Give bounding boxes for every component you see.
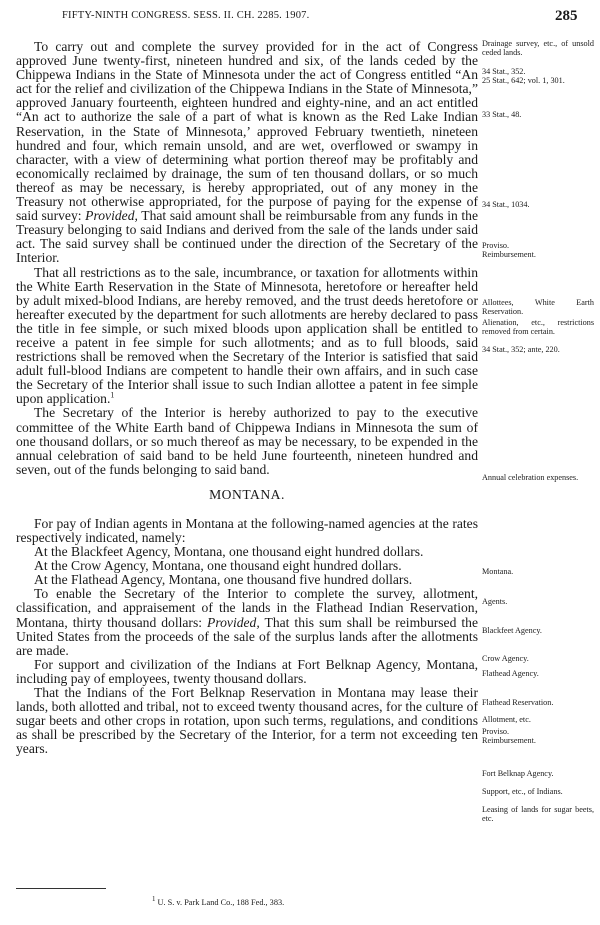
margin-note: 34 Stat., 1034.: [482, 200, 530, 209]
margin-note: 34 Stat., 352.: [482, 67, 526, 76]
paragraph-crow: At the Crow Agency, Montana, one thousand eight hundred dollars.: [34, 558, 402, 574]
margin-note: Flathead Agency.: [482, 669, 539, 678]
margin-note: Flathead Reservation.: [482, 698, 554, 707]
paragraph-leasing: That the Indians of the Fort Belknap Reservation in Montana may lease their lands, both allotted and tribal, not to exceed twenty thousand acres, for the culture of sugar beets and other crops in rotation, upon such terms, regulations, and conditions as shall be prescribed by the Secretary of the Interior, for a term not exceeding ten years.: [16, 685, 478, 757]
paragraph-flathead: At the Flathead Agency, Montana, one thousand five hundred dollars.: [34, 572, 413, 588]
margin-note: Proviso.: [482, 727, 510, 736]
margin-note: Montana.: [482, 567, 514, 576]
margin-note: 33 Stat., 48.: [482, 110, 522, 119]
margin-note: Fort Belknap Agency.: [482, 769, 554, 778]
proviso-italic: Provided,: [207, 614, 260, 630]
paragraph-flathead-survey: To enable the Secretary of the Interior to complete the survey, allotment, classification, and appraisement of the lands in the Flathead Indian Reservation, Montana, thirty thousand dollars: Provided, That this sum shall be reimbursed the United States from the proceeds of the sale of the surplus lands after the allotments are made.: [16, 586, 478, 658]
page-number: 285: [555, 8, 578, 24]
footnote: [152, 896, 284, 907]
paragraph-drainage-survey: To carry out and complete the survey provided for in the act of Congress approved June twenty-first, nineteen hundred and six, of the lands ceded by the Chippewa Indians in the State of Minnesota under the act of Congress entitled “An act for the relief and civilization of the Chippewa Indians in the State of Minnesota,” approved January fourteenth, eighteen hundred and eighty-nine, and an act entitled “An act to authorize the sale of a part of what is known as the Red Lake Indian Reservation, in the State of Minnesota,’ approved February twentieth, nineteen hundred and four, which remain unsold, and are wet, overflowed or swampy in character, with a view of determining what portion thereof may be profitably and economically reclaimed by drainage, the sum of ten thousand dollars, or so much thereof as may be necessary, is hereby appropriated, out of any money in the Treasury not otherwise appropriated, for the purpose of paying for the expense of said survey: Provided, That said amount shall be reimbursable from any funds in the Treasury belonging to said Indians and derived from the sale of the lands under said act. The said survey shall be continued under the direction of the Secretary of the Interior.: [16, 39, 478, 266]
margin-note: Leasing of lands for sugar beets, etc.: [482, 805, 594, 823]
margin-note: Crow Agency.: [482, 654, 529, 663]
footnote-rule: [16, 888, 106, 889]
margin-note: Annual celebration expenses.: [482, 473, 579, 482]
margin-note: 34 Stat., 352; ante, 220.: [482, 345, 560, 354]
margin-note: Reimbursement.: [482, 736, 536, 745]
margin-note: Alienation, etc., restrictions removed from certain.: [482, 318, 594, 336]
footnote-text: U. S. v. Park Land Co., 188 Fed., 383.: [155, 897, 285, 907]
paragraph-agents: For pay of Indian agents in Montana at the following-named agencies at the rates respectively indicated, namely:: [16, 515, 478, 545]
margin-note: Drainage survey, etc., of unsold ceded lands.: [482, 39, 594, 57]
paragraph-blackfeet: At the Blackfeet Agency, Montana, one thousand eight hundred dollars.: [34, 544, 424, 560]
proviso-italic: Provided,: [85, 208, 138, 224]
footnote-marker: 1: [152, 896, 156, 903]
margin-note: Agents.: [482, 597, 508, 606]
paragraph-restrictions: That all restrictions as to the sale, incumbrance, or taxation for allotments within the White Earth Reservation in the State of Minnesota, heretofore or hereafter held by adult mixed-blood Indians, are hereby removed, and the trust deeds heretofore or hereafter executed by the department for such allotments are hereby declared to pass the title in fee simple, or such mixed bloods upon application shall be entitled to receive a patent in fee simple for such allotments; and as to full bloods, said restrictions shall be removed when the Secretary of the Interior is satisfied that said adult full-blood Indians are competent to handle their own affairs, and in such case the Secretary of the Interior shall issue to such Indian allottee a patent in fee simple upon application.$^1$: [16, 264, 478, 407]
section-heading-montana: MONTANA.: [209, 486, 285, 502]
paragraph-celebration: The Secretary of the Interior is hereby authorized to pay to the executive committee of the White Earth band of Chippewa Indians in Minnesota the sum of one thousand dollars, or so much thereof as may be necessary, to be expended in the annual celebration of said band to be held June fourteenth, nineteen hundred and seven, out of the funds belonging to said band.: [16, 405, 478, 477]
paragraph-fort-belknap: For support and civilization of the Indians at Fort Belknap Agency, Montana, including pay of employees, twenty thousand dollars.: [16, 656, 478, 686]
margin-note: Reimbursement.: [482, 250, 536, 259]
margin-note: Proviso.: [482, 241, 510, 250]
footnote-ref: 1: [110, 390, 115, 400]
margin-note: Blackfeet Agency.: [482, 626, 542, 635]
margin-note: 25 Stat., 642; vol. 1, 301.: [482, 76, 565, 85]
margin-note: Allotment, etc.: [482, 715, 531, 724]
margin-note: Allottees, White Earth Reservation.: [482, 298, 594, 316]
running-head: FIFTY-NINTH CONGRESS. SESS. II. CH. 2285. 1907.: [62, 10, 310, 21]
margin-note: Support, etc., of Indians.: [482, 787, 563, 796]
